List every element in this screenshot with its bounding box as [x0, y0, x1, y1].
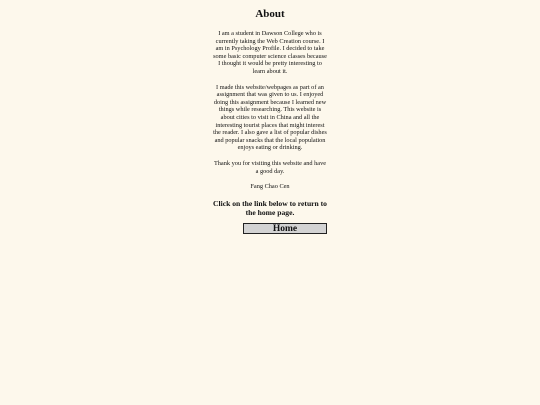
return-instruction: Click on the link below to return to the home page. [213, 198, 327, 217]
intro-paragraph: I am a student in Dawson College who is currently taking the Web Creation course. I am in Psychology Profile. I decided to take some basic computer science classes because I thought it would be pretty interesting to learn about it. [213, 30, 327, 75]
thanks-paragraph: Thank you for visiting this website and have a good day. [213, 159, 327, 175]
home-button[interactable]: Home [243, 223, 327, 234]
assignment-paragraph: I made this website/webpages as part of an assignment that was given to us. I enjoyed doing this assignment because I learned new things while researching. This website is about cities to visit in China and all the interesting tourist places that might interest the reader. I also gave a list of popular dishes and popular snacks that the local population enjoys eating or drinking. [213, 83, 327, 152]
author-name: Fang Chao Cen [250, 183, 290, 191]
page-title: About [255, 8, 285, 20]
about-content [212, 8, 328, 234]
